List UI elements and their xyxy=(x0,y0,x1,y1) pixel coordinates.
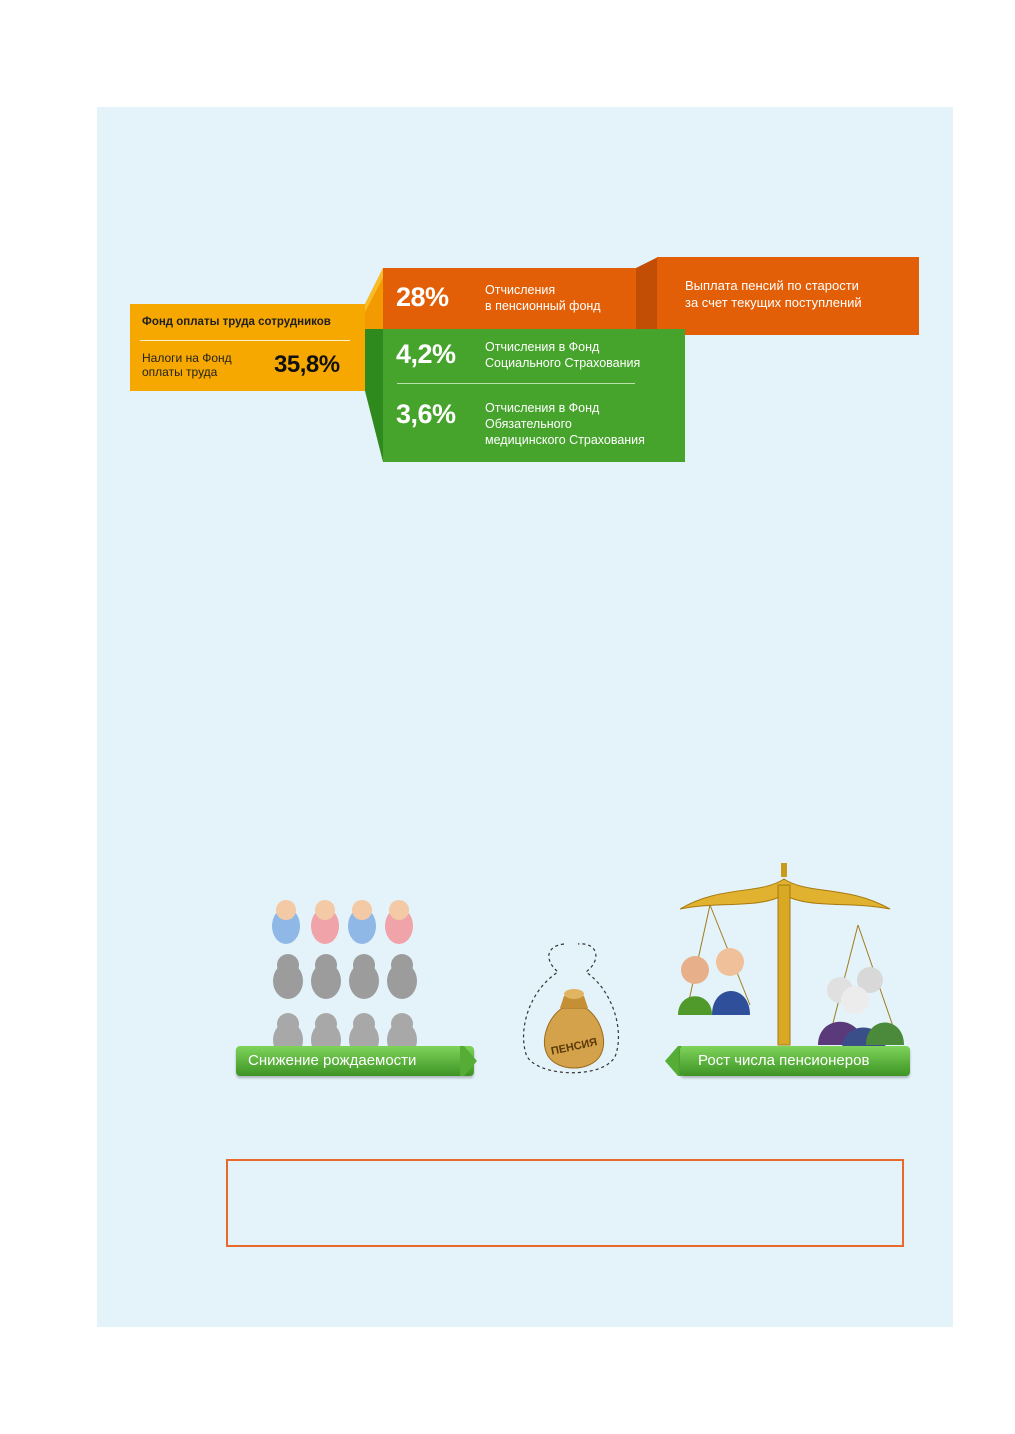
pension-payout-line-1: Выплата пенсий по старости xyxy=(685,278,859,293)
birth-rate-decline-caption: Снижение рождаемости xyxy=(236,1046,474,1076)
social-insurance-percent: 4,2% xyxy=(396,339,456,369)
pension-payout-box xyxy=(657,257,919,335)
social-insurance-label-2: Социального Страхования xyxy=(485,356,641,370)
pension-fund-label-1: Отчисления xyxy=(485,283,556,297)
social-insurance-label-1: Отчисления в Фонд xyxy=(485,340,600,354)
pension-fund-label-2: в пенсионный фонд xyxy=(485,299,601,313)
bag-label: ПЕНСИЯ xyxy=(549,1036,599,1058)
arrow-right-icon xyxy=(460,1046,478,1076)
medical-insurance-percent: 3,6% xyxy=(396,399,456,429)
medical-insurance-label-3: медицинского Страхования xyxy=(485,433,645,447)
payroll-fund-title: Фонд оплаты труда сотрудников xyxy=(142,316,331,328)
insurance-funds-band xyxy=(383,329,685,462)
money-bag-icon xyxy=(516,938,626,1083)
pension-fund-band xyxy=(383,268,638,329)
medical-insurance-label-1: Отчисления в Фонд xyxy=(485,401,600,415)
pensioners-growth-caption: Рост числа пенсионеров xyxy=(680,1046,910,1076)
pension-fund-percent: 28% xyxy=(396,282,449,312)
payroll-taxes-label: Налоги на Фонд оплаты труда xyxy=(142,351,232,379)
pension-payout-line-2: за счет текущих поступлений xyxy=(685,295,862,310)
green-divider xyxy=(397,383,635,384)
fund-divider xyxy=(140,340,350,341)
medical-insurance-label-2: Обязательного xyxy=(485,417,572,431)
payroll-fund-box xyxy=(130,304,385,391)
payroll-taxes-percent: 35,8% xyxy=(274,351,340,378)
empty-note-frame xyxy=(226,1159,904,1247)
babies-icon xyxy=(268,898,428,1048)
